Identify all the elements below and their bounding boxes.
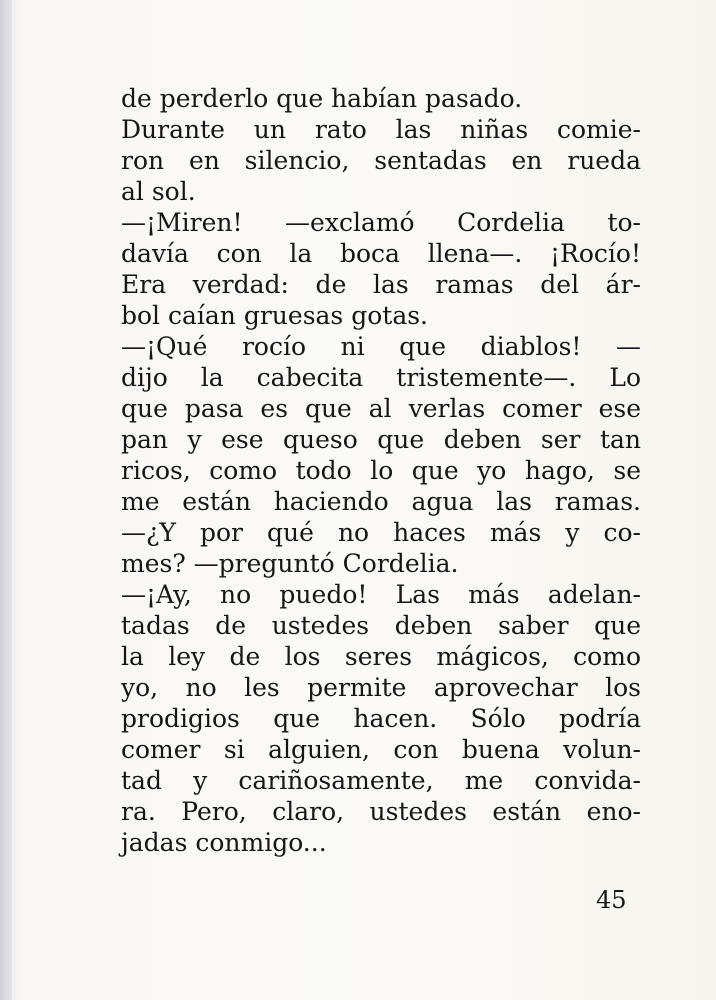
text-line: pan y ese queso que deben ser tan (121, 425, 641, 454)
text-line: la ley de los seres mágicos, como (121, 642, 641, 671)
page-number: 45 (596, 886, 627, 914)
text-line: ricos, como todo lo que yo hago, se (121, 456, 641, 485)
text-line: que pasa es que al verlas comer ese (121, 394, 641, 423)
text-line: —¡Miren! —exclamó Cordelia to- (121, 208, 641, 237)
text-line: ra. Pero, claro, ustedes están eno- (121, 797, 641, 826)
text-line: bol caían gruesas gotas. (121, 301, 428, 330)
text-line: davía con la boca llena—. ¡Rocío! (121, 239, 641, 268)
text-line: yo, no les permite aprovechar los (121, 673, 641, 702)
text-line: prodigios que hacen. Sólo podría (121, 704, 641, 733)
text-line: —¡Qué rocío ni que diablos! — (121, 332, 641, 361)
text-line: —¿Y por qué no haces más y co- (121, 518, 641, 547)
text-line: Durante un rato las niñas comie- (121, 115, 641, 144)
text-line: Era verdad: de las ramas del ár- (121, 270, 641, 299)
text-line: jadas conmigo... (121, 828, 327, 857)
text-line: mes? —preguntó Cordelia. (121, 549, 459, 578)
text-line: de perderlo que habían pasado. (121, 84, 523, 113)
text-line: —¡Ay, no puedo! Las más adelan- (121, 580, 641, 609)
text-line: tadas de ustedes deben saber que (121, 611, 641, 640)
text-line: dijo la cabecita tristemente—. Lo (121, 363, 641, 392)
text-line: tad y cariñosamente, me convida- (121, 766, 641, 795)
body-text (121, 83, 641, 858)
text-line: ron en silencio, sentadas en rueda (121, 146, 641, 175)
text-line: al sol. (121, 177, 196, 206)
text-line: me están haciendo agua las ramas. (121, 487, 641, 516)
page-binding-edge (0, 0, 12, 1000)
text-line: comer si alguien, con buena volun- (121, 735, 641, 764)
